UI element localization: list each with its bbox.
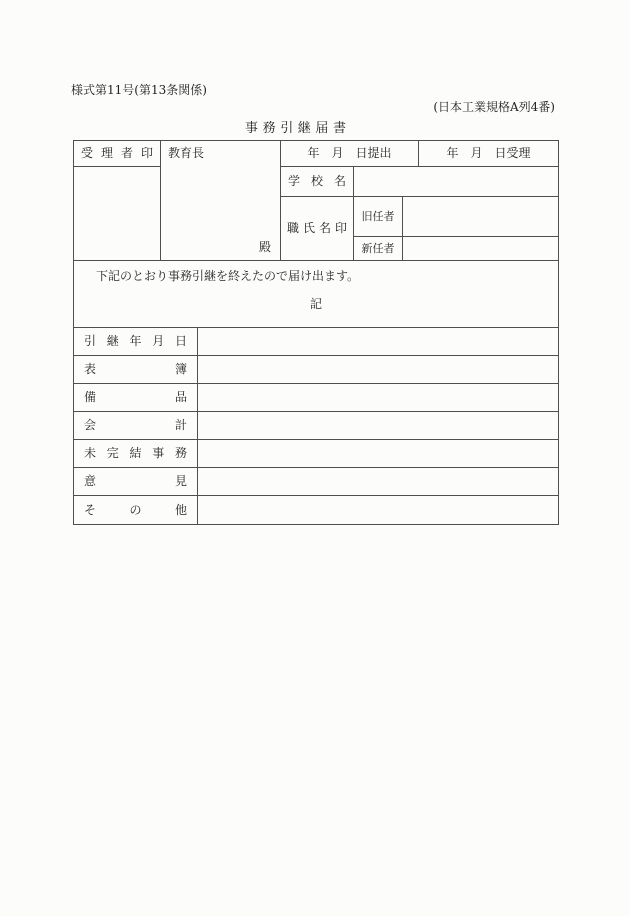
detail-value-accounting — [198, 412, 558, 440]
accepter-seal-label-cell: 受 理 者 印 — [74, 141, 161, 167]
school-name-label-cell: 学 校 名 — [281, 167, 354, 197]
recipient-cell — [161, 141, 281, 261]
successor-value-cell — [403, 237, 558, 261]
detail-label-opinions: 意 見 — [74, 468, 198, 496]
document-title: 事 務 引 継 届 書 — [245, 121, 346, 136]
detail-value-other — [198, 496, 558, 524]
detail-label-other: そ の 他 — [74, 496, 198, 524]
honorific-dono: 殿 — [258, 239, 271, 254]
detail-label-accounting: 会 計 — [74, 412, 198, 440]
predecessor-label-cell: 旧任者 — [354, 197, 403, 237]
detail-label-handover-date: 引 継 年 月 日 — [74, 328, 198, 356]
statement-body: 下記のとおり事務引継を終えたので届け出ます。 — [96, 269, 360, 283]
detail-label-equipment: 備 品 — [74, 384, 198, 412]
detail-value-equipment — [198, 384, 558, 412]
detail-value-handover-date — [198, 328, 558, 356]
predecessor-value-cell — [403, 197, 558, 237]
detail-value-opinions — [198, 468, 558, 496]
detail-value-unfinished-business — [198, 440, 558, 468]
detail-value-registers — [198, 356, 558, 384]
detail-label-unfinished-business: 未 完 結 事 務 — [74, 440, 198, 468]
accepter-seal-blank-cell — [74, 167, 161, 261]
record-marker: 記 — [309, 297, 322, 311]
post-name-seal-label-cell: 職 氏 名 印 — [281, 197, 354, 261]
accepted-date-cell: 年 月 日受理 — [419, 141, 558, 167]
recipient-title: 教育長 — [168, 146, 205, 160]
school-name-value-cell — [354, 167, 558, 197]
handover-form-table — [73, 140, 559, 525]
successor-label-cell: 新任者 — [354, 237, 403, 261]
statement-cell — [74, 261, 558, 328]
paper-standard-note: (日本工業規格A列4番) — [433, 100, 555, 114]
submitted-date-cell: 年 月 日提出 — [281, 141, 419, 167]
detail-label-registers: 表 簿 — [74, 356, 198, 384]
form-number: 様式第11号(第13条関係) — [71, 83, 207, 97]
